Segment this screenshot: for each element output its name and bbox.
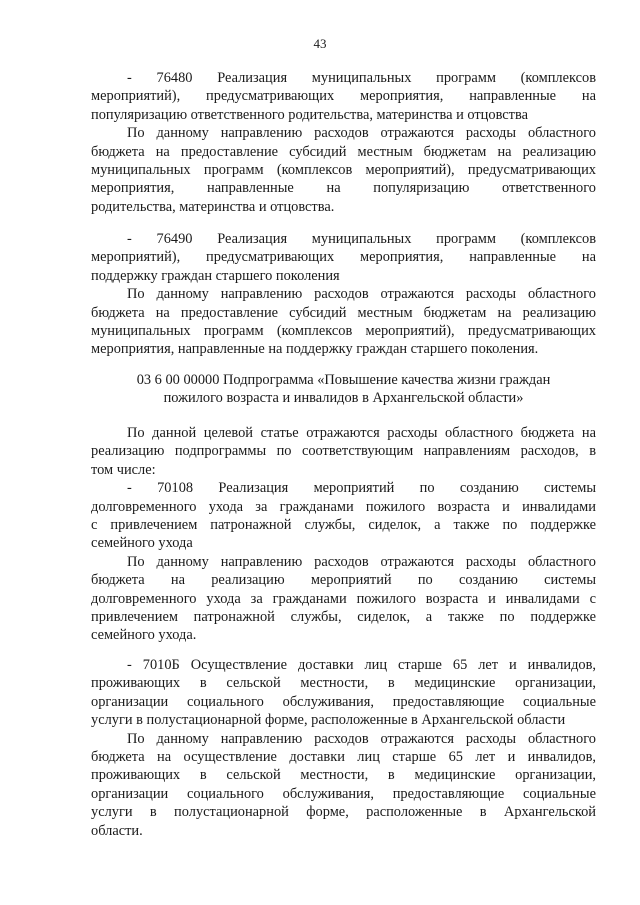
text-line: мероприятия, направленные на популяризацию ответственного (91, 180, 596, 197)
text-line: - 76490 Реализация муниципальных программ (комплексов (127, 231, 596, 247)
text-line: бюджета на предоставление субсидий местным бюджетам на реализацию (91, 304, 596, 321)
text-line: мероприятия, направленные на поддержку граждан старшего поколения. (91, 341, 539, 358)
text-line: По данному направлению расходов отражаются расходы областного (127, 553, 596, 570)
text-line: муниципальных программ (комплексов мероприятий), предусматривающих (91, 161, 596, 178)
text-line: - 76480 Реализация муниципальных программ (комплексов (127, 70, 596, 86)
text-line: услуги в полустационарной форме, расположенные в Архангельской области (91, 712, 566, 729)
text-line: родительства, материнства и отцовства. (91, 198, 335, 215)
text-line: - 70108 Реализация мероприятий по созданию системы (127, 480, 596, 497)
text-line: области. (91, 822, 143, 839)
text-line: проживающих в сельской местности, в медицинские организации, (91, 675, 596, 692)
text-line: 03 6 00 00000 Подпрограмма «Повышение качества жизни граждан (136, 372, 551, 388)
text-line: том числе: (91, 461, 156, 478)
text-line: - 7010Б Осуществление доставки лиц старше 65 лет и инвалидов, (127, 657, 596, 673)
text-line: организации социального обслуживания, предоставляющие социальные (91, 785, 596, 802)
text-line: пожилого возраста и инвалидов в Архангельской области» (163, 390, 524, 407)
text-line: По данному направлению расходов отражаются расходы областного (127, 730, 596, 747)
text-line: бюджета на осуществление доставки лиц старше 65 лет и инвалидов, (91, 748, 596, 765)
text-line: семейного ухода. (91, 627, 197, 644)
text-line: мероприятий), предусматривающих мероприятия, направленные на (91, 249, 596, 266)
text-line: муниципальных программ (комплексов мероприятий), предусматривающих (91, 322, 596, 339)
text-line: проживающих в сельской местности, в медицинские организации, (91, 767, 596, 784)
text-line: бюджета на реализацию мероприятий по созданию системы (91, 572, 596, 589)
text-line: семейного ухода (91, 535, 193, 552)
text-line: услуги в полустационарной форме, расположенные в Архангельской (91, 804, 596, 821)
text-line: бюджета на предоставление субсидий местным бюджетам на реализацию (91, 143, 596, 160)
text-line: привлечением патронажной службы, сиделок, а также по поддержке (91, 608, 596, 625)
text-section (91, 656, 596, 840)
text-line: организации социального обслуживания, предоставляющие социальные (91, 693, 596, 710)
text-line: По данному направлению расходов отражаются расходы областного (127, 286, 596, 303)
text-line: По данному направлению расходов отражаются расходы областного (127, 125, 596, 142)
text-line: мероприятий), предусматривающих мероприятия, направленные на (91, 88, 596, 105)
text-line: реализацию подпрограммы по соответствующим направлениям расходов, в (91, 443, 596, 460)
text-line: с привлечением патронажной службы, сиделок, а также по поддержке (91, 516, 596, 533)
text-line: поддержку граждан старшего поколения (91, 267, 340, 284)
text-section (91, 424, 596, 645)
text-line: долговременного ухода за гражданами пожилого возраста и инвалидами (91, 498, 596, 515)
text-line: популяризацию ответственного родительства, материнства и отцовства (91, 106, 528, 123)
text-section (91, 230, 596, 359)
text-section (91, 69, 596, 216)
text-line: По данной целевой статье отражаются расходы областного бюджета на (127, 425, 596, 441)
text-line: долговременного ухода за гражданами пожилого возраста и инвалидами с (91, 590, 596, 607)
page-number: 43 (313, 36, 327, 51)
text-section (91, 371, 596, 408)
